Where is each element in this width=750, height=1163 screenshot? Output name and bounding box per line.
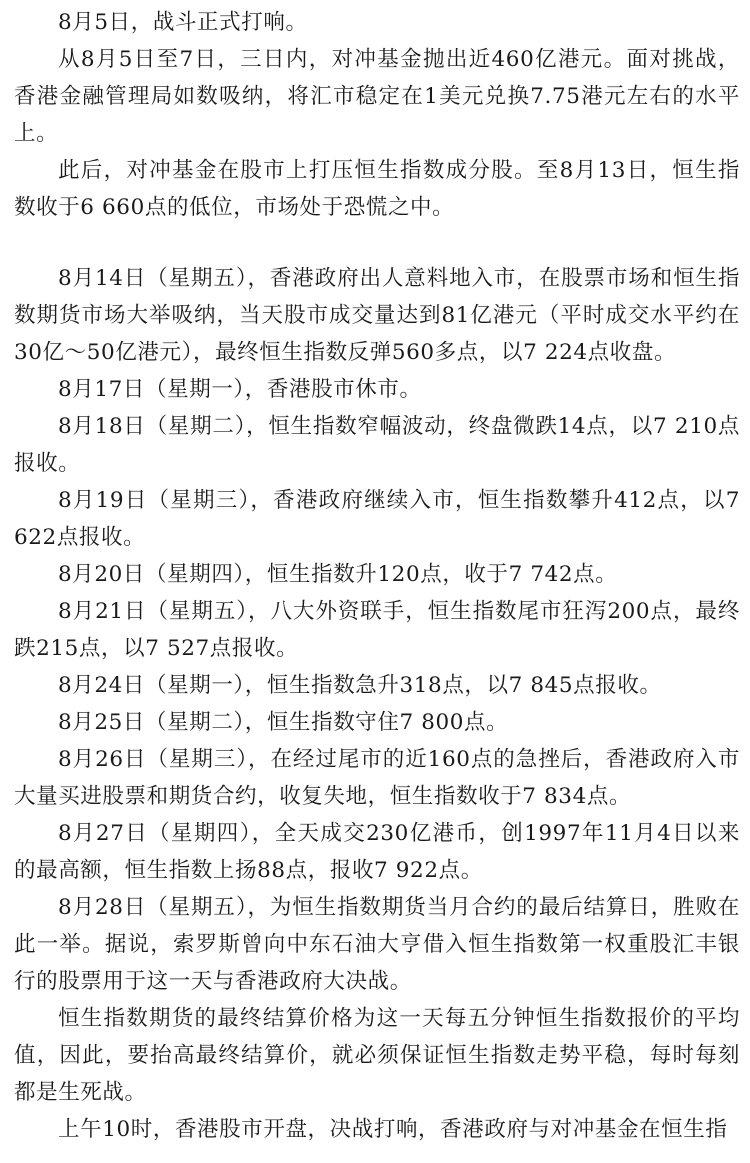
paragraph-aug27: 8月27日（星期四），全天成交230亿港币，创1997年11月4日以来的最高额，恒生指数上扬88点，报收7 922点。 [14,821,740,883]
paragraph-aug18: 8月18日（星期二），恒生指数窄幅波动，终盘微跌14点，以7 210点报收。 [14,414,740,476]
paragraph-aug26: 8月26日（星期三），在经过尾市的近160点的急挫后，香港政府入市大量买进股票和期货合约，收复失地，恒生指数收于7 834点。 [14,747,740,809]
paragraph-aug14: 8月14日（星期五），香港政府出人意料地入市，在股票市场和恒生指数期货市场大举吸纳，当天股市成交量达到81亿港元（平时成交水平约在30亿～50亿港元），最终恒生指数反弹560多点，以7 224点收盘。 [14,266,740,365]
paragraph-aug5-start: 8月5日，战斗正式打响。 [58,10,308,35]
paragraph-aug28: 8月28日（星期五），为恒生指数期货当月合约的最后结算日，胜败在此一举。据说，索罗斯曾向中东石油大亨借入恒生指数第一权重股汇丰银行的股票用于这一天与香港政府大决战。 [14,895,740,994]
paragraph-aug24: 8月24日（星期一），恒生指数急升318点，以7 845点报收。 [58,673,662,698]
paragraph-settlement-price: 恒生指数期货的最终结算价格为这一天每五分钟恒生指数报价的平均值，因此，要抬高最终结算价，就必须保证恒生指数走势平稳，每时每刻都是生死战。 [14,1006,740,1105]
paragraph-aug17: 8月17日（星期一），香港股市休市。 [58,377,422,402]
paragraph-aug20: 8月20日（星期四），恒生指数升120点，收于7 742点。 [58,562,618,587]
paragraph-aug19: 8月19日（星期三），香港政府继续入市，恒生指数攀升412点，以7 622点报收。 [14,488,740,550]
paragraph-aug5-7-currency: 从8月5日至7日，三日内，对冲基金抛出近460亿港元。面对挑战，香港金融管理局如数吸纳，将汇市稳定在1美元兑换7.75港元左右的水平上。 [14,47,740,146]
paragraph-aug25: 8月25日（星期二），恒生指数守住7 800点。 [58,710,509,735]
paragraph-aug13-stock: 此后，对冲基金在股市上打压恒生指数成分股。至8月13日，恒生指数收于6 660点的低位，市场处于恐慌之中。 [14,158,740,220]
paragraph-aug21: 8月21日（星期五），八大外资联手，恒生指数尾市狂泻200点，最终跌215点，以7 527点报收。 [14,599,740,661]
paragraph-10am-open: 上午10时，香港股市开盘，决战打响，香港政府与对冲基金在恒生指 [58,1117,728,1142]
